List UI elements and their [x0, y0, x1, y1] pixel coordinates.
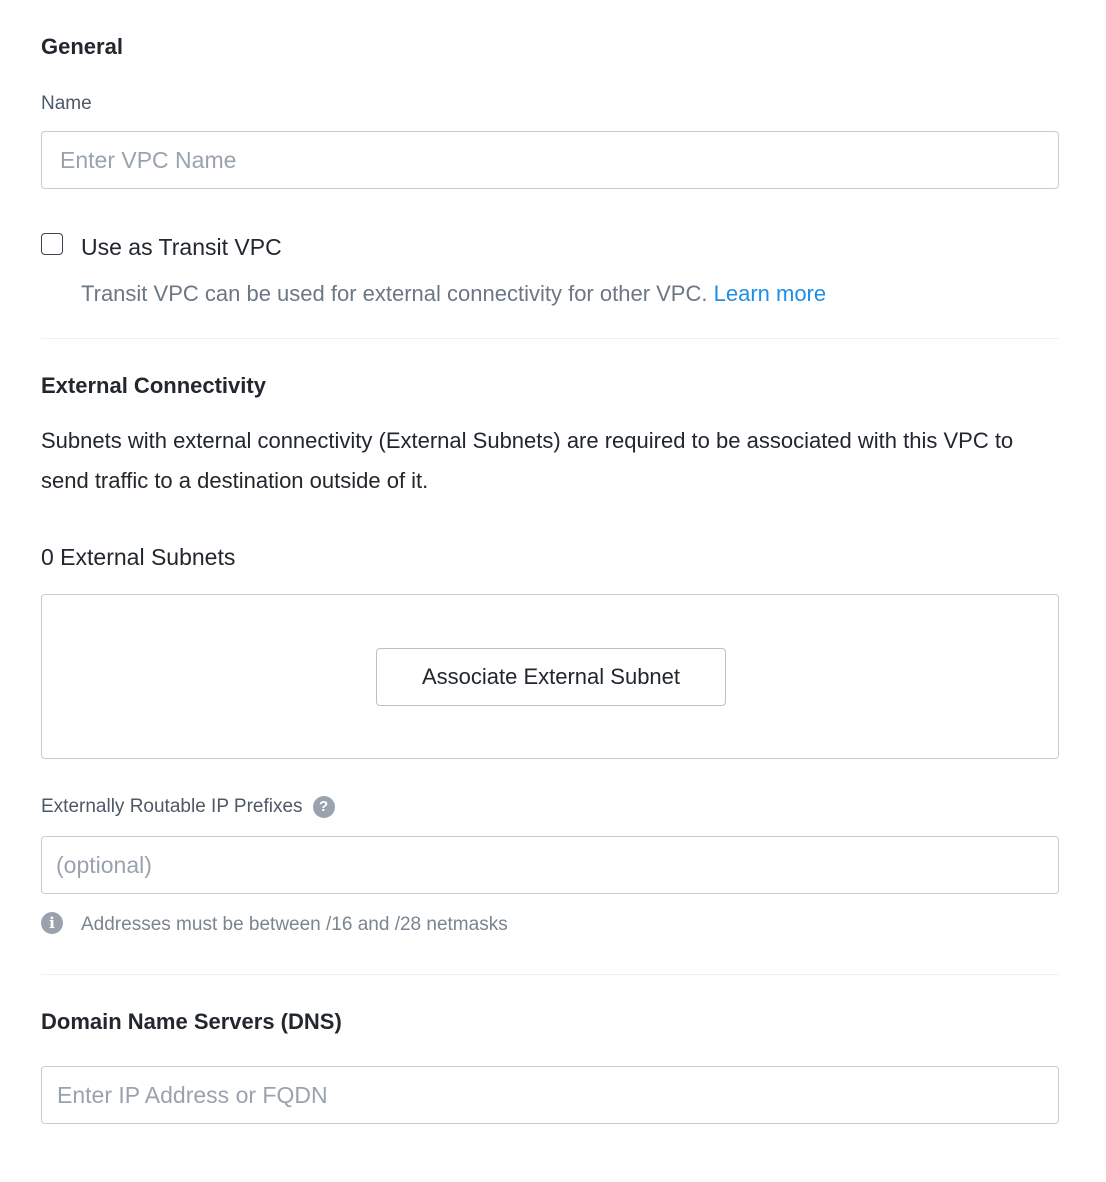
question-circle-icon[interactable]: ?: [313, 796, 335, 818]
section-divider: [41, 338, 1059, 339]
ip-prefixes-label: Externally Routable IP Prefixes: [41, 796, 303, 818]
section-divider: [41, 974, 1059, 975]
ip-prefixes-input[interactable]: [41, 836, 1059, 894]
external-subnet-count: 0 External Subnets: [41, 544, 236, 570]
transit-vpc-helper-text: Transit VPC can be used for external connectivity for other VPC.: [81, 281, 708, 306]
learn-more-link[interactable]: Learn more: [713, 281, 827, 306]
transit-vpc-helper: [81, 283, 826, 305]
transit-vpc-checkbox[interactable]: [41, 233, 63, 255]
external-connectivity-title: External Connectivity: [41, 373, 266, 398]
netmask-note: Addresses must be between /16 and /28 netmasks: [81, 914, 508, 935]
info-circle-icon: i: [41, 912, 63, 934]
dns-input[interactable]: [41, 1066, 1059, 1124]
general-section-title: General: [41, 34, 123, 59]
name-label: Name: [41, 93, 92, 114]
dns-section-title: Domain Name Servers (DNS): [41, 1009, 342, 1034]
external-connectivity-description: Subnets with external connectivity (External Subnets) are required to be associated with this VPC to send traffic to a destination outside of it.: [41, 428, 1014, 493]
vpc-name-input[interactable]: [41, 131, 1059, 189]
external-subnets-panel: [41, 594, 1059, 759]
transit-vpc-label[interactable]: Use as Transit VPC: [81, 234, 282, 260]
associate-external-subnet-button[interactable]: Associate External Subnet: [376, 648, 726, 706]
ip-prefixes-label-row: [41, 796, 335, 818]
